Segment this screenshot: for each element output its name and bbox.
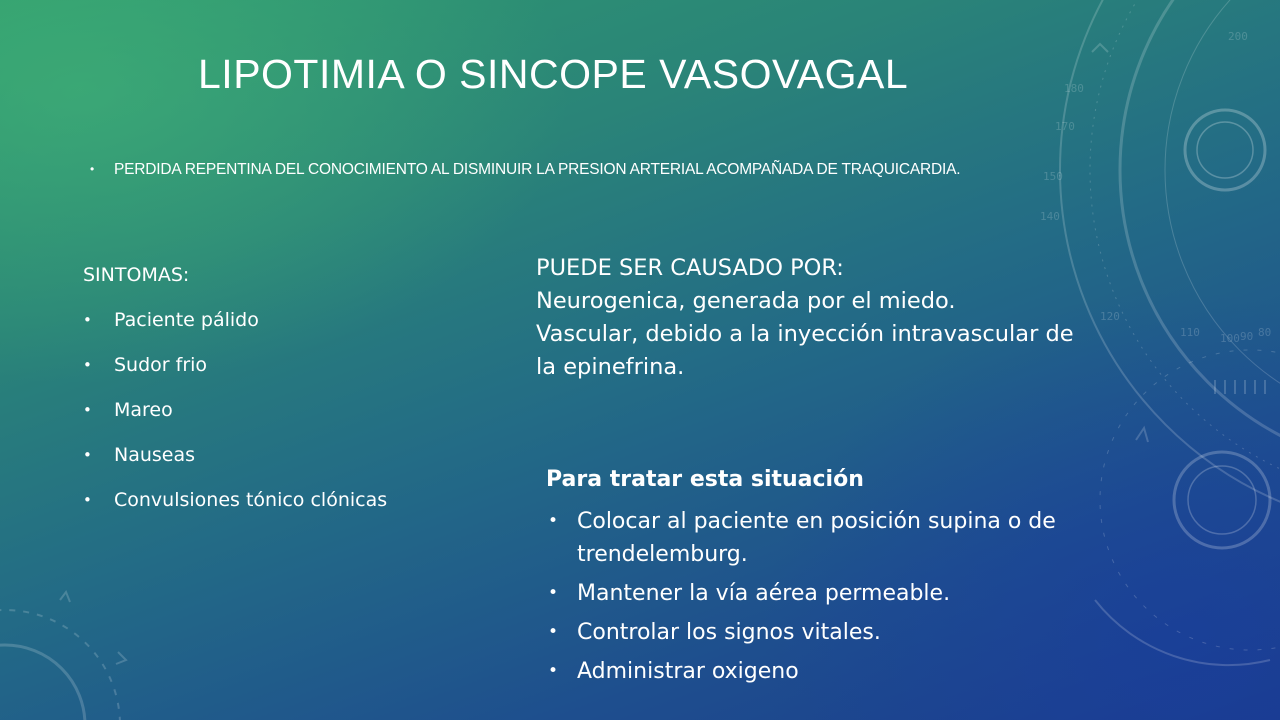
treatment-heading: Para tratar esta situación xyxy=(546,467,864,492)
cause-line: la epinefrina. xyxy=(536,354,685,380)
causes-heading: PUEDE SER CAUSADO POR: xyxy=(536,255,844,281)
slide-title: LIPOTIMIA O SINCOPE VASOVAGAL xyxy=(198,51,909,97)
symptom-item: • Nauseas xyxy=(83,442,387,487)
symptom-item: • Sudor frio xyxy=(83,352,387,397)
symptoms-heading: SINTOMAS: xyxy=(83,264,190,286)
definition-bullet xyxy=(90,158,1050,181)
dial-number: 120 xyxy=(1100,310,1120,323)
dial-number: 170 xyxy=(1055,120,1075,133)
symptom-item: • Paciente pálido xyxy=(83,307,387,352)
treatment-item: • Colocar al paciente en posición supina o de trendelemburg. xyxy=(546,505,1122,571)
treatment-list xyxy=(546,505,1166,694)
dial-number: 150 xyxy=(1043,170,1063,183)
dial-number: 110 xyxy=(1180,326,1200,339)
dial-number: 80 xyxy=(1258,326,1272,339)
dial-number: 180 xyxy=(1064,82,1084,95)
bullet-icon: • xyxy=(90,162,95,176)
cause-line: Vascular, debido a la inyección intravascular de xyxy=(536,321,1074,347)
dial-number: 140 xyxy=(1040,210,1060,223)
symptom-item: • Convulsiones tónico clónicas xyxy=(83,487,387,532)
dial-number: 100 xyxy=(1220,332,1240,345)
cause-line: Neurogenica, generada por el miedo. xyxy=(536,288,956,314)
dial-number: 200 xyxy=(1228,30,1248,43)
causes-block xyxy=(536,252,1176,384)
symptoms-list xyxy=(83,307,387,532)
treatment-item: • Administrar oxigeno xyxy=(546,655,1166,688)
symptom-item: • Mareo xyxy=(83,397,387,442)
treatment-item: • Controlar los signos vitales. xyxy=(546,616,1166,649)
treatment-item: • Mantener la vía aérea permeable. xyxy=(546,577,1166,610)
definition-text: PERDIDA REPENTINA DEL CONOCIMIENTO AL DISMINUIR LA PRESION ARTERIAL ACOMPAÑADA DE TRAQUICARDIA. xyxy=(114,161,961,178)
dial-number: 90 xyxy=(1240,330,1254,343)
